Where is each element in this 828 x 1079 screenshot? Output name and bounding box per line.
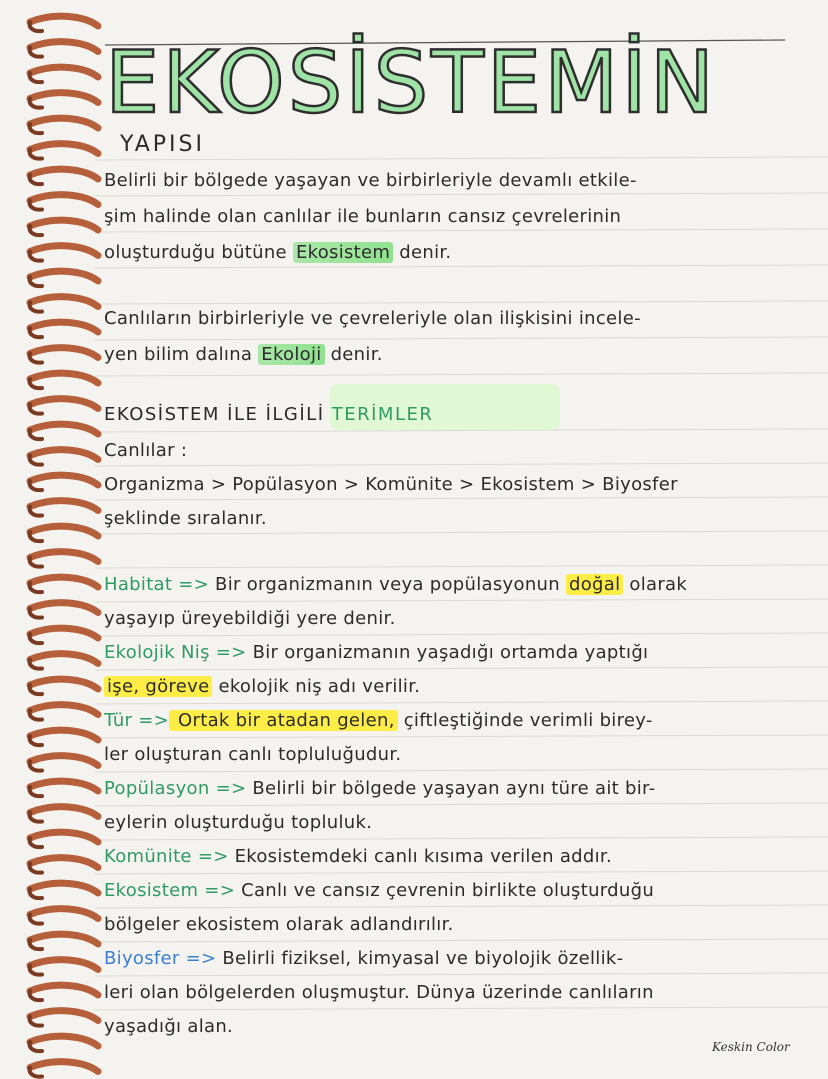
eko-text: Canlı ve cansız çevrenin birlikte oluşturduğu (235, 880, 655, 901)
tur-line-2: ler oluşturan canlı topluluğudur. (104, 744, 402, 765)
spiral-ring (30, 93, 98, 103)
spiral-ring (30, 1036, 98, 1046)
spiral-binding (0, 0, 110, 1079)
spiral-ring (30, 67, 98, 77)
living-label: Canlılar : (104, 440, 188, 461)
living-order-tail: şeklinde sıralanır. (104, 508, 267, 529)
nis-line-2 (104, 676, 420, 698)
spiral-ring (30, 195, 98, 205)
kom-text: Ekosistemdeki canlı kısıma verilen addır. (228, 846, 612, 867)
term-habitat: Habitat => (104, 574, 210, 595)
intro-line-3-tail: denir. (393, 242, 452, 263)
term-populasyon: Popülasyon => (104, 778, 247, 799)
spiral-ring (30, 169, 98, 179)
spiral-ring (30, 909, 98, 919)
intro-line-3 (104, 242, 451, 264)
page-title: EKOSİSTEMİN (105, 33, 718, 133)
spiral-ring (30, 832, 98, 842)
spiral-ring (30, 526, 98, 536)
habitat-text: Bir organizmanın veya popülasyonun (209, 574, 566, 595)
spiral-ring (30, 934, 98, 944)
spiral-ring (30, 781, 98, 791)
spiral-ring (30, 475, 98, 485)
spiral-ring (30, 730, 98, 740)
pop-line-2: eylerin oluşturduğu topluluk. (104, 812, 373, 833)
term-ekolojik-nis: Ekolojik Niş => (104, 642, 247, 663)
def-habitat (104, 574, 687, 596)
term-tur: Tür => (104, 710, 170, 731)
spiral-ring (30, 220, 98, 230)
habitat-tail: olarak (623, 574, 688, 595)
ecology-line-2 (104, 344, 383, 366)
spiral-ring (30, 322, 98, 332)
spiral-ring (30, 399, 98, 409)
def-biyosfer (104, 948, 623, 970)
biy-text: Belirli fiziksel, kimyasal ve biyolojik özellik- (216, 948, 624, 969)
nis-text: Bir organizmanın yaşadığı ortamda yaptığı (246, 642, 649, 663)
page-subtitle: YAPISI (120, 132, 205, 157)
spiral-ring (30, 424, 98, 434)
eko-line-2: bölgeler ekosistem olarak adlandırılır. (104, 914, 454, 935)
intro-line-1: Belirli bir bölgede yaşayan ve birbirleriyle devamlı etkile- (104, 170, 637, 191)
spiral-ring (30, 16, 98, 26)
def-tur (104, 710, 653, 732)
def-komunite (104, 846, 612, 868)
spiral-ring (30, 552, 98, 562)
spiral-ring (30, 297, 98, 307)
highlight-ekosistem: Ekosistem (293, 242, 393, 263)
def-ekosistem (104, 880, 654, 902)
spiral-ring (30, 883, 98, 893)
spiral-ring (30, 348, 98, 358)
intro-line-3-text: oluşturduğu bütüne (104, 242, 293, 263)
nis-tail: ekolojik niş adı verilir. (212, 676, 421, 697)
terms-heading (104, 404, 433, 425)
spiral-ring (30, 577, 98, 587)
spiral-ring (30, 42, 98, 52)
terms-heading-highlight: TERİMLER (331, 404, 434, 425)
spiral-ring (30, 501, 98, 511)
spiral-ring (30, 985, 98, 995)
spiral-ring (30, 450, 98, 460)
spiral-ring (30, 118, 98, 128)
spiral-ring (30, 654, 98, 664)
ecology-line-2-tail: denir. (324, 344, 383, 365)
term-biyosfer: Biyosfer => (104, 948, 217, 969)
highlight-ekoloji: Ekoloji (258, 344, 324, 365)
spiral-ring (30, 246, 98, 256)
spiral-ring (30, 628, 98, 638)
terms-heading-text: EKOSİSTEM İLE İLGİLİ (104, 404, 332, 425)
highlight-dogal: doğal (566, 574, 623, 595)
spiral-ring (30, 1011, 98, 1021)
spiral-ring (30, 858, 98, 868)
spiral-ring (30, 807, 98, 817)
def-ekolojik-nis (104, 642, 648, 664)
spiral-ring (30, 960, 98, 970)
spiral-ring (30, 1062, 98, 1072)
spiral-ring (30, 144, 98, 154)
highlight-ise-goreve: işe, göreve (104, 676, 212, 697)
biy-line-3: yaşadığı alan. (104, 1016, 234, 1037)
biy-line-2: leri olan bölgelerden oluşmuştur. Dünya üzerinde canlıların (104, 982, 654, 1003)
habitat-line-2: yaşayıp üreyebildiği yere denir. (104, 608, 396, 629)
term-komunite: Komünite => (104, 846, 229, 867)
spiral-ring (30, 705, 98, 715)
signature: Keskin Color (712, 1040, 790, 1054)
tur-text: çiftleştiğinde verimli birey- (397, 710, 653, 731)
def-populasyon (104, 778, 655, 800)
spiral-ring (30, 271, 98, 281)
term-ekosistem: Ekosistem => (104, 880, 236, 901)
ecology-line-1: Canlıların birbirleriyle ve çevreleriyle olan ilişkisini incele- (104, 308, 641, 329)
intro-line-2: şim halinde olan canlılar ile bunların cansız çevrelerinin (104, 206, 622, 227)
highlight-ortak-ata: Ortak bir atadan gelen, (169, 710, 398, 731)
spiral-ring (30, 756, 98, 766)
ecology-line-2-text: yen bilim dalına (104, 344, 259, 365)
spiral-ring (30, 603, 98, 613)
pop-text: Belirli bir bölgede yaşayan aynı türe ait bir- (246, 778, 656, 799)
spiral-ring (30, 373, 98, 383)
living-order: Organizma > Popülasyon > Komünite > Ekosistem > Biyosfer (104, 474, 678, 495)
spiral-ring (30, 679, 98, 689)
